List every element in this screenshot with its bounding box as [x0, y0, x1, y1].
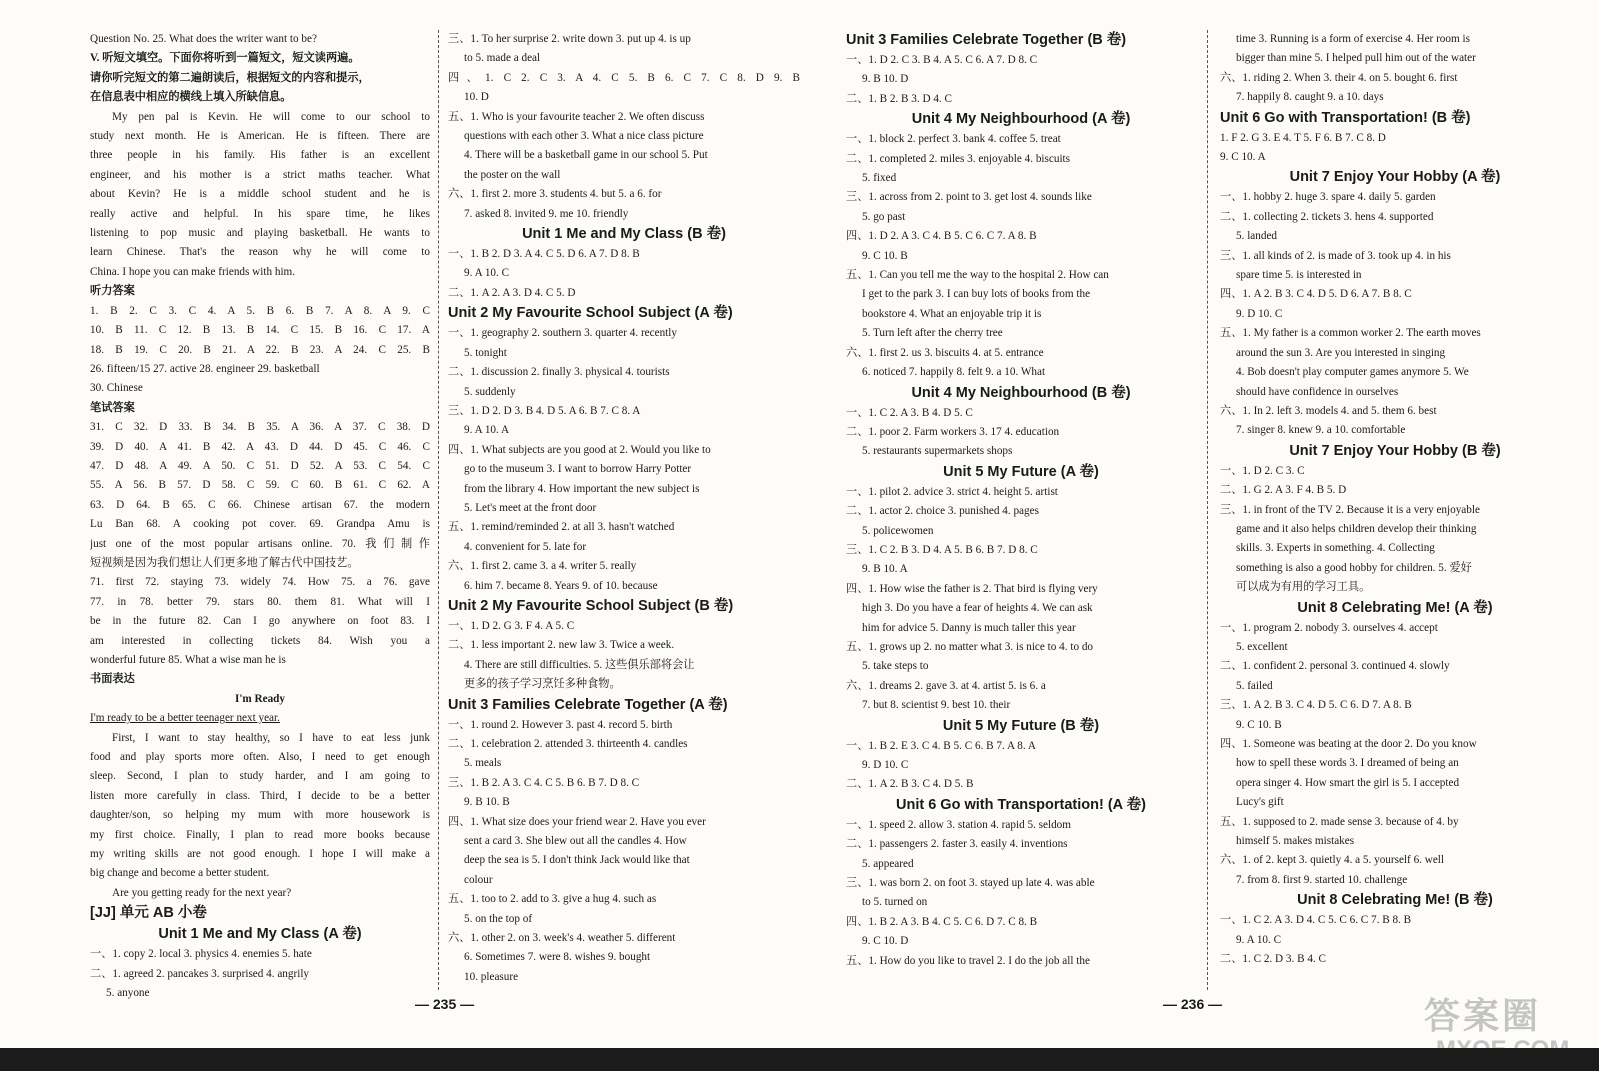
answer-line: 三、1. A 2. B 3. C 4. D 5. C 6. D 7. A 8. B	[1220, 699, 1412, 712]
answer-line: 7. happily 8. caught 9. a 10. days	[1236, 91, 1384, 104]
answer-line: 二、1. C 2. D 3. B 4. C	[1220, 953, 1326, 966]
answer-line: 六、1. of 2. kept 3. quietly 4. a 5. yourself 6. well	[1220, 854, 1445, 867]
answer-line: 5. excellent	[1236, 640, 1288, 653]
answer-line: 5. go past	[862, 210, 906, 223]
answer-line: 三、1. in front of the TV 2. Because it is a very enjoyable	[1220, 503, 1480, 516]
section-heading: Unit 8 Celebrating Me! (B 卷)	[1297, 892, 1493, 909]
answer-line: 5. Turn left after the cherry tree	[862, 327, 1003, 340]
column-2	[448, 30, 800, 987]
answer-line: to 5. turned on	[862, 896, 928, 909]
answer-line: 二、1. completed 2. miles 3. enjoyable 4. biscuits	[846, 152, 1071, 165]
answer-line: really active and helpful. In his spare time, he likes	[90, 207, 430, 220]
answer-line: 书面表达	[90, 673, 135, 686]
answer-line: 9. B 10. A	[862, 563, 908, 576]
answer-line: 9. C 10. D	[862, 935, 909, 948]
answer-line: 二、1. discussion 2. finally 3. physical 4. tourists	[448, 366, 670, 379]
answer-line: 18. B 19. C 20. B 21. A 22. B 23. A 24. C 25. B	[90, 343, 430, 356]
answer-line: 9. C 10. A	[1220, 151, 1266, 164]
answer-line: should have confidence in ourselves	[1236, 385, 1399, 398]
answer-line: 一、1. pilot 2. advice 3. strict 4. height 5. artist	[846, 485, 1058, 498]
answer-line: 7. from 8. first 9. started 10. challenge	[1236, 873, 1408, 886]
answer-line: 5. suddenly	[464, 385, 516, 398]
answer-line: himself 5. makes mistakes	[1236, 835, 1355, 848]
answer-line: 更多的孩子学习烹饪多种食物。	[464, 678, 621, 691]
answer-line: 5. take steps to	[862, 660, 929, 673]
answer-line: am interested in collecting tickets 84. Wish you a	[90, 634, 430, 647]
column-1	[90, 30, 430, 1004]
page-number-left: — 235 —	[415, 996, 475, 1012]
answer-line: 六、1. In 2. left 3. models 4. and 5. them 6. best	[1220, 404, 1437, 417]
answer-line: food and play sports more often. Also, I need to get enough	[90, 751, 430, 764]
answer-line: 55. A 56. B 57. D 58. C 59. C 60. B 61. C 62. A	[90, 479, 430, 492]
answer-line: 5. on the top of	[464, 912, 533, 925]
answer-line: 一、1. program 2. nobody 3. ourselves 4. accept	[1220, 621, 1438, 634]
answer-line: 四、1. What size does your friend wear 2. Have you ever	[448, 815, 706, 828]
answer-line: time 3. Running is a form of exercise 4. Her room is	[1236, 33, 1470, 45]
answer-line: 9. D 10. C	[1236, 307, 1283, 320]
answer-line: 5. tonight	[464, 346, 507, 359]
answer-line: Lucy's gift	[1236, 796, 1284, 809]
answer-line: 5. restaurants supermarkets shops	[862, 445, 1013, 458]
answer-line: listen more carefully in class. Third, I decide to be a better	[90, 789, 430, 802]
answer-line: 一、1. speed 2. allow 3. station 4. rapid 5. seldom	[846, 818, 1071, 831]
answer-line: 四、1. How wise the father is 2. That bird is flying very	[846, 582, 1098, 595]
answer-line: 二、1. A 2. B 3. C 4. D 5. B	[846, 778, 974, 791]
answer-line: 二、1. collecting 2. tickets 3. hens 4. supported	[1220, 210, 1434, 223]
answer-line: 六、1. riding 2. When 3. their 4. on 5. bought 6. first	[1220, 71, 1458, 84]
answer-line: I'm ready to be a better teenager next year.	[90, 712, 280, 725]
answer-line: 听力答案	[90, 285, 135, 298]
section-heading: Unit 7 Enjoy Your Hobby (A 卷)	[1289, 169, 1501, 186]
answer-line: him for advice 5. Danny is much taller this year	[862, 621, 1076, 634]
answer-line: 一、1. C 2. A 3. B 4. D 5. C	[846, 406, 973, 419]
answer-line: colour	[464, 873, 493, 886]
answer-line: go to the museum 3. I want to borrow Harry Potter	[464, 463, 692, 476]
answer-line: three people in his family. His father is an excellent	[90, 149, 430, 162]
answer-line: the poster on the wall	[464, 168, 561, 181]
section-heading: Unit 6 Go with Transportation! (B 卷)	[1220, 109, 1471, 126]
answer-line: 五、1. How do you like to travel 2. I do the job all the	[846, 954, 1090, 967]
answer-line: 4. Bob doesn't play computer games anymore 5. We	[1236, 366, 1469, 379]
answer-line: from the library 4. How important the new subject is	[464, 482, 700, 495]
answer-line: 六、1. dreams 2. gave 3. at 4. artist 5. is 6. a	[846, 679, 1046, 692]
answer-line: my writing skills are not good enough. I hope I will make a	[90, 848, 430, 861]
answer-line: 一、1. B 2. E 3. C 4. B 5. C 6. B 7. A 8. A	[846, 739, 1036, 752]
section-heading: [JJ] 单元 AB 小卷	[90, 905, 207, 922]
answer-line: 10. D	[464, 91, 489, 104]
section-heading: Unit 4 My Neighbourhood (A 卷)	[911, 111, 1131, 128]
answer-line: 在信息表中相应的横线上填入所缺信息。	[90, 91, 292, 104]
answer-line: 1. F 2. G 3. E 4. T 5. F 6. B 7. C 8. D	[1220, 131, 1386, 144]
answer-line: 6. noticed 7. happily 8. felt 9. a 10. What	[862, 366, 1046, 379]
answer-line: sleep. Second, I plan to study harder, and I am going to	[90, 770, 430, 783]
answer-line: 三、1. D 2. D 3. B 4. D 5. A 6. B 7. C 8. A	[448, 404, 641, 417]
answer-line: 5. policewomen	[862, 524, 934, 537]
answer-line: 63. D 64. B 65. C 66. Chinese artisan 67. the modern	[90, 498, 430, 511]
answer-line: 7. asked 8. invited 9. me 10. friendly	[464, 207, 629, 220]
answer-line: about Kevin? He is a middle school student and he is	[90, 188, 430, 201]
answer-line: 4. There are still difficulties. 5. 这些俱乐部将会让	[464, 658, 695, 671]
answer-line: 5. landed	[1236, 230, 1278, 243]
answer-line: to 5. made a deal	[464, 52, 541, 65]
page-number-right-value: 236	[1180, 996, 1205, 1012]
answer-line: 四、1. Someone was beating at the door 2. Do you know	[1220, 738, 1477, 750]
left-page-divider	[438, 30, 439, 990]
answer-line: 一、1. C 2. A 3. D 4. C 5. C 6. C 7. B 8. B	[1220, 914, 1412, 927]
answer-line: game and it also helps children develop their thinking	[1236, 522, 1477, 535]
answer-line: 5. meals	[464, 757, 502, 770]
answer-line: 9. A 10. C	[1236, 933, 1282, 946]
answer-line: 30. Chinese	[90, 382, 143, 395]
answer-line: learn Chinese. That's the reason why he will come to	[90, 246, 430, 259]
answer-line: 一、1. D 2. C 3. C	[1220, 464, 1305, 477]
answer-line: 一、1. copy 2. local 3. physics 4. enemies 5. hate	[90, 948, 312, 961]
answer-line: 五、1. Can you tell me the way to the hospital 2. How can	[846, 269, 1109, 282]
answer-line: 二、1. celebration 2. attended 3. thirteenth 4. candles	[448, 738, 688, 750]
answer-line: 一、1. hobby 2. huge 3. spare 4. daily 5. garden	[1220, 191, 1436, 204]
answer-line: 9. C 10. B	[862, 249, 908, 262]
answer-line: bookstore 4. What an enjoyable trip it is	[862, 307, 1042, 320]
answer-line: questions with each other 3. What a nice class picture	[464, 130, 704, 143]
answer-line: 10. B 11. C 12. B 13. B 14. C 15. B 16. C 17. A	[90, 324, 430, 337]
answer-line: 4. There will be a basketball game in our school 5. Put	[464, 149, 708, 162]
answer-line: just one of the most popular artisans online. 70. 我们制作	[90, 537, 430, 550]
answer-line: 9. A 10. A	[464, 424, 510, 437]
answer-line: 1. B 2. C 3. C 4. A 5. B 6. B 7. A 8. A 9. C	[90, 304, 430, 317]
answer-line: daughter/son, so helping my mum with more housework is	[90, 809, 430, 822]
answer-line: listening to pop music and playing basketball. He wants to	[90, 227, 430, 240]
answer-line: big change and become a better student.	[90, 867, 270, 880]
answer-line: 9. A 10. C	[464, 267, 510, 280]
right-page-divider	[1207, 30, 1208, 990]
section-heading: Unit 2 My Favourite School Subject (B 卷)	[448, 597, 734, 614]
answer-line: 9. D 10. C	[862, 759, 909, 771]
section-heading: Unit 3 Families Celebrate Together (A 卷)	[448, 696, 728, 713]
answer-line: high 3. Do you have a fear of heights 4. We can ask	[862, 602, 1093, 615]
scan-bottom-edge	[0, 1048, 1599, 1071]
answer-line: 五、1. supposed to 2. made sense 3. because of 4. by	[1220, 815, 1459, 828]
section-heading: Unit 5 My Future (B 卷)	[942, 717, 1100, 734]
answer-line: 二、1. actor 2. choice 3. punished 4. pages	[846, 505, 1039, 518]
answer-line: 77. in 78. better 79. stars 80. them 81. What will I	[90, 595, 430, 608]
answer-line: around the sun 3. Are you interested in singing	[1236, 346, 1446, 359]
answer-line: 9. C 10. B	[1236, 718, 1282, 731]
answer-line: 六、1. first 2. us 3. biscuits 4. at 5. entrance	[846, 346, 1044, 359]
answer-line: 5. Let's meet at the front door	[464, 501, 597, 514]
answer-line: 26. fifteen/15 27. active 28. engineer 29. basketball	[90, 362, 320, 375]
answer-line: 一、1. block 2. perfect 3. bank 4. coffee 5. treat	[846, 133, 1061, 146]
answer-line: 5. anyone	[106, 987, 150, 1000]
answer-line: 五、1. too to 2. add to 3. give a hug 4. such as	[448, 893, 657, 906]
answer-line: V. 听短文填空。下面你将听到一篇短文，短文读两遍。	[90, 52, 360, 65]
answer-line: 二、1. agreed 2. pancakes 3. surprised 4. angrily	[90, 967, 310, 980]
answer-line: 五、1. My father is a common worker 2. The earth moves	[1220, 327, 1481, 340]
answer-line: 四、1. C 2. C 3. A 4. C 5. B 6. C 7. C 8. D 9. B	[448, 71, 800, 84]
answer-line: 6. Sometimes 7. were 8. wishes 9. bought	[464, 951, 651, 964]
section-heading: Unit 1 Me and My Class (A 卷)	[158, 926, 362, 943]
answer-line: 二、1. B 2. B 3. D 4. C	[846, 92, 952, 105]
section-heading: Unit 3 Families Celebrate Together (B 卷)	[846, 32, 1127, 48]
section-heading: Unit 2 My Favourite School Subject (A 卷)	[448, 305, 733, 322]
section-heading: Unit 5 My Future (A 卷)	[943, 463, 1099, 480]
answer-line: 三、1. all kinds of 2. is made of 3. took up 4. in his	[1220, 249, 1451, 262]
answer-line: 请你听完短文的第二遍朗读后，根据短文的内容和提示，	[90, 71, 370, 84]
answer-line: 五、1. Who is your favourite teacher 2. We often discuss	[448, 110, 705, 123]
answer-line: 三、1. C 2. B 3. D 4. A 5. B 6. B 7. D 8. C	[846, 543, 1038, 556]
answer-line: Question No. 25. What does the writer want to be?	[90, 33, 317, 45]
page-number-left-value: 235	[432, 996, 457, 1012]
column-4	[1220, 30, 1570, 969]
answer-line: 四、1. A 2. B 3. C 4. D 5. D 6. A 7. B 8. C	[1220, 288, 1412, 301]
section-heading: Unit 1 Me and My Class (B 卷)	[522, 226, 726, 243]
page-number-right: — 236 —	[1163, 996, 1223, 1012]
section-heading: Unit 6 Go with Transportation! (A 卷)	[896, 796, 1146, 813]
answer-line: 31. C 32. D 33. B 34. B 35. A 36. A 37. C 38. D	[90, 421, 430, 434]
answer-line: 5. failed	[1236, 679, 1273, 692]
watermark-text: 答案圈	[1424, 995, 1542, 1036]
answer-line: my first choice. Finally, I plan to read more books because	[90, 828, 430, 841]
answer-line: skills. 3. Experts in something. 4. Collecting	[1236, 542, 1435, 555]
answer-line: 71. first 72. staying 73. widely 74. How 75. a 76. gave	[90, 576, 430, 589]
answer-line: 一、1. geography 2. southern 3. quarter 4. recently	[448, 327, 677, 340]
answer-line: Are you getting ready for the next year?	[112, 886, 292, 899]
section-heading: Unit 8 Celebrating Me! (A 卷)	[1297, 599, 1493, 616]
answer-line: I'm Ready	[234, 692, 286, 705]
answer-line: 二、1. poor 2. Farm workers 3. 17 4. education	[846, 425, 1060, 438]
answer-line: 9. B 10. B	[464, 796, 510, 809]
answer-line: 三、1. To her surprise 2. write down 3. put up 4. is up	[448, 33, 691, 45]
answer-line: 笔试答案	[90, 401, 135, 414]
answer-line: 四、1. B 2. A 3. B 4. C 5. C 6. D 7. C 8. B	[846, 915, 1038, 928]
answer-line: 二、1. G 2. A 3. F 4. B 5. D	[1220, 484, 1347, 497]
answer-line: First, I want to stay healthy, so I have to eat less junk	[112, 731, 430, 744]
answer-line: 10. pleasure	[464, 970, 519, 983]
answer-line: be in the future 82. Can I go anywhere on foot 83. I	[90, 615, 430, 628]
answer-line: 六、1. other 2. on 3. week's 4. weather 5. different	[448, 932, 676, 945]
answer-line: 一、1. round 2. However 3. past 4. record 5. birth	[448, 718, 673, 731]
answer-line: spare time 5. is interested in	[1236, 269, 1362, 282]
answer-line: I get to the park 3. I can buy lots of books from the	[862, 288, 1091, 301]
answer-line: study next month. He is American. He is fifteen. There are	[90, 130, 430, 143]
answer-line: 7. but 8. scientist 9. best 10. their	[862, 699, 1011, 712]
answer-line: Lu Ban 68. A cooking pot cover. 69. Grandpa Amu is	[90, 518, 430, 531]
answer-line: how to spell these words 3. I dreamed of being an	[1236, 757, 1459, 770]
answer-line: 5. appeared	[862, 857, 914, 870]
answer-line: 5. fixed	[862, 172, 897, 185]
answer-line: 六、1. first 2. came 3. a 4. writer 5. really	[448, 560, 637, 573]
answer-line: 可以成为有用的学习工具。	[1236, 581, 1371, 594]
answer-line: 四、1. What subjects are you good at 2. Would you like to	[448, 443, 711, 456]
section-heading: Unit 4 My Neighbourhood (B 卷)	[911, 384, 1131, 401]
answer-line: 6. him 7. became 8. Years 9. of 10. because	[464, 579, 658, 592]
answer-line: 二、1. passengers 2. faster 3. easily 4. inventions	[846, 838, 1068, 851]
answer-line: 四、1. D 2. A 3. C 4. B 5. C 6. C 7. A 8. B	[846, 230, 1037, 243]
answer-line: 一、1. D 2. G 3. F 4. A 5. C	[448, 619, 575, 632]
answer-line: 三、1. across from 2. point to 3. get lost 4. sounds like	[846, 191, 1092, 204]
answer-line: 4. convenient for 5. late for	[464, 540, 587, 553]
answer-line: 7. singer 8. knew 9. a 10. comfortable	[1236, 424, 1406, 437]
answer-line: China. I hope you can make friends with him.	[90, 265, 296, 278]
answer-line: engineer, and his mother is a strict maths teacher. What	[90, 168, 430, 181]
answer-line: deep the sea is 5. I don't think Jack would like that	[464, 854, 690, 867]
answer-line: 短视频是因为我们想让人们更多地了解古代中国技艺。	[90, 556, 359, 569]
answer-line: sent a card 3. She blew out all the candles 4. How	[464, 835, 687, 848]
answer-line: something is also a good hobby for children. 5. 爱好	[1236, 561, 1472, 574]
answer-line: 二、1. less important 2. new law 3. Twice a week.	[448, 639, 675, 652]
answer-line: opera singer 4. How smart the girl is 5. I accepted	[1236, 776, 1460, 789]
answer-line: 五、1. grows up 2. no matter what 3. is nice to 4. to do	[846, 640, 1094, 653]
answer-line: wonderful future 85. What a wise man he is	[90, 654, 286, 666]
answer-line: 三、1. was born 2. on foot 3. stayed up late 4. was able	[846, 877, 1095, 890]
answer-line: 二、1. confident 2. personal 3. continued 4. slowly	[1220, 660, 1450, 673]
answer-line: 47. D 48. A 49. A 50. C 51. D 52. A 53. C 54. C	[90, 459, 430, 472]
answer-line: bigger than mine 5. I helped pull him out of the water	[1236, 52, 1476, 65]
section-heading: Unit 7 Enjoy Your Hobby (B 卷)	[1289, 442, 1501, 459]
answer-line: 一、1. B 2. D 3. A 4. C 5. D 6. A 7. D 8. B	[448, 248, 640, 261]
answer-line: 六、1. first 2. more 3. students 4. but 5. a 6. for	[448, 188, 662, 201]
answer-line: 五、1. remind/reminded 2. at all 3. hasn't watched	[448, 521, 675, 534]
answer-line: 39. D 40. A 41. B 42. A 43. D 44. D 45. C 46. C	[90, 440, 430, 453]
answer-line: My pen pal is Kevin. He will come to our school to	[112, 110, 430, 123]
answer-line: 三、1. B 2. A 3. C 4. C 5. B 6. B 7. D 8. C	[448, 776, 640, 789]
answer-line: 9. B 10. D	[862, 73, 909, 86]
column-3	[846, 30, 1196, 971]
answer-line: 一、1. D 2. C 3. B 4. A 5. C 6. A 7. D 8. C	[846, 54, 1038, 66]
answer-line: 二、1. A 2. A 3. D 4. C 5. D	[448, 286, 576, 299]
